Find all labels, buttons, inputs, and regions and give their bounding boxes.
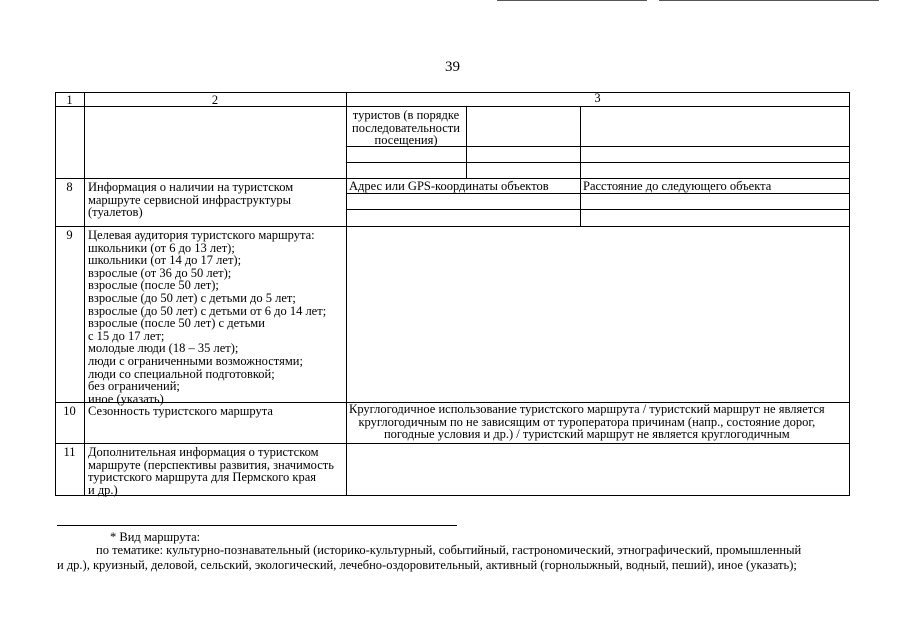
page-number: 39 — [445, 59, 460, 75]
footnote-line-2: и др.), круизный, деловой, сельский, экологический, лечебно-оздоровительный, активный (горнолыжный, водный, пеший), иное (указать); — [57, 558, 797, 572]
row-8-col-address: Адрес или GPS-координаты объектов — [349, 179, 549, 193]
table-rule — [55, 443, 850, 444]
table-rule — [84, 92, 85, 496]
table-rule — [346, 193, 850, 194]
row-8-label: Информация о наличии на туристском маршруте сервисной инфраструктуры (туалетов) — [88, 180, 294, 220]
row-8-number: 8 — [66, 180, 73, 194]
row-8-col-distance: Расстояние до следующего объекта — [583, 179, 772, 193]
table-rule — [346, 209, 850, 210]
table-rule — [580, 106, 581, 226]
page-top-line — [659, 0, 879, 1]
header-col-3: 3 — [594, 91, 601, 105]
footnote-line-1: по тематике: культурно-познавательный (историко-культурный, событийный, гастрономический, этнографический, промышленный — [96, 543, 802, 557]
table-rule — [466, 106, 467, 178]
row-10-number: 10 — [63, 404, 76, 418]
row-11-label: Дополнительная информация о туристском маршруте (перспективы развития, значимость туристского маршрута для Пермского края и др.) — [88, 445, 334, 497]
header-col-1: 1 — [66, 93, 73, 107]
header-col-2: 2 — [211, 93, 219, 107]
row-9-label: Целевая аудитория туристского маршрута: школьники (от 6 до 13 лет); школьники (от 14 до 17 лет); взрослые (от 36 до 50 лет); взрослые (после 50 лет); взрослые (до 50 лет) с детьми до 5 лет; взрослые (до 50 лет) с детьми от 6 до 14 лет; взрослые (после 50 лет) с детьми с 15 до 17 лет; молодые люди (18 – 35 лет); люди с ограниченными возможностями; люди со специальной подготовкой; без ограничений; иное (указать) — [88, 228, 327, 406]
table-border-left — [55, 92, 56, 496]
row-10-label: Сезонность туристского маршрута — [88, 404, 273, 418]
table-rule — [346, 162, 850, 163]
page-top-line — [497, 0, 647, 1]
row-9-number: 9 — [66, 228, 73, 242]
row-11-number: 11 — [63, 445, 76, 459]
continuation-cell-text: туристов (в порядке последовательности посещения) — [352, 108, 460, 148]
table-border-right — [849, 92, 850, 496]
footnote-title: * Вид маршрута: — [110, 530, 201, 544]
footnote-separator — [57, 525, 457, 526]
table-rule — [55, 226, 850, 227]
table-rule — [346, 92, 347, 496]
row-10-value: Круглогодичное использование туристского маршрута / туристский маршрут не является круглогодичным по не зависящим от туроператора причинам (напр., состояние дорог, погодные условия и др.) / туристский маршрут не является круглогодичным — [349, 402, 825, 442]
